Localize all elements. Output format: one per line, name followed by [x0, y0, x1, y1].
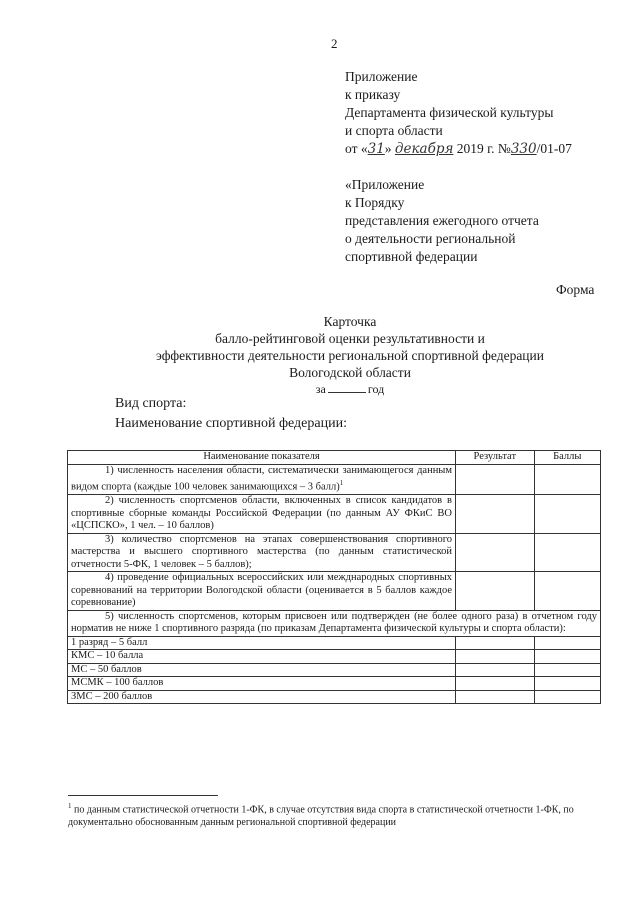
appendix-line: и спорта области	[345, 123, 443, 138]
title-line: балло-рейтинговой оценки результативности и	[215, 331, 485, 346]
table-header-row	[68, 451, 601, 465]
footnote-mark: 1	[68, 802, 72, 810]
result-cell[interactable]	[456, 677, 535, 691]
table-row	[68, 610, 601, 636]
indicator-cell: 2) численность спортсменов области, включенных в список кандидатов в спортивные сборные команды Российской Федерации (по данным АУ ФКиС ВО «ЦСПСКО», 1 чел. – 10 баллов)	[68, 495, 456, 534]
points-cell[interactable]	[534, 650, 600, 664]
indicator-cell-wide: 5) численность спортсменов, которым присвоен или подтвержден (не более одного раза) в отчетном году норматив не ниже 1 спортивного разряда (по приказам Департамента физической культуры и спорта области):	[68, 610, 601, 636]
result-cell[interactable]	[456, 572, 535, 611]
footnote-divider	[68, 795, 218, 796]
table-row	[68, 677, 601, 691]
table-row	[68, 572, 601, 611]
title-line: эффективности деятельности региональной спортивной федерации	[156, 348, 544, 363]
result-cell[interactable]	[456, 464, 535, 495]
appendix2-line: спортивной федерации	[345, 249, 478, 264]
footnote-text: по данным статистической отчетности 1-ФК, в случае отсутствия вида спорта в статистической отчетности 1-ФК, по документально обоснованным данным региональной спортивной федерации	[68, 804, 574, 829]
appendix-line: Приложение	[345, 69, 418, 84]
header-indicator: Наименование показателя	[68, 451, 456, 465]
points-cell[interactable]	[534, 636, 600, 650]
order-year: 2019 г. №	[456, 141, 511, 156]
result-cell[interactable]	[456, 690, 535, 704]
header-result: Результат	[456, 451, 535, 465]
appendix2-line: «Приложение	[345, 177, 425, 192]
order-from: от «	[345, 141, 368, 156]
year-suffix: год	[367, 382, 385, 396]
result-cell[interactable]	[456, 533, 535, 572]
table-row	[68, 650, 601, 664]
result-cell[interactable]	[456, 650, 535, 664]
result-cell[interactable]	[456, 663, 535, 677]
indicators-table	[67, 450, 601, 704]
order-suffix: /01-07	[536, 141, 572, 156]
form-label: Форма	[556, 282, 595, 297]
order-close-quote: »	[384, 141, 392, 156]
rank-cell: ЗМС – 200 баллов	[68, 690, 456, 704]
indicator-cell: 4) проведение официальных всероссийских или межднародных спортивных соревнований на территории Вологодской области (оценивается в 5 баллов каждое соревнование)	[68, 572, 456, 611]
header-points: Баллы	[534, 451, 600, 465]
rank-cell: КМС – 10 балла	[68, 650, 456, 664]
appendix2-line: о деятельности региональной	[345, 231, 516, 246]
points-cell[interactable]	[534, 533, 600, 572]
appendix-line: Департамента физической культуры	[345, 105, 554, 120]
points-cell[interactable]	[534, 464, 600, 495]
result-cell[interactable]	[456, 636, 535, 650]
page-number: 2	[331, 36, 338, 51]
sport-field-label: Вид спорта:	[115, 396, 187, 411]
appendix2-line: к Порядку	[345, 195, 405, 210]
order-date-line	[345, 140, 572, 158]
appendix2-line: представления ежегодного отчета	[345, 213, 539, 228]
result-cell[interactable]	[456, 495, 535, 534]
federation-field-label: Наименование спортивной федерации:	[115, 416, 347, 431]
points-cell[interactable]	[534, 572, 600, 611]
appendix-line: к приказу	[345, 87, 401, 102]
points-cell[interactable]	[534, 690, 600, 704]
order-number-handwritten: 330	[510, 141, 537, 157]
points-cell[interactable]	[534, 663, 600, 677]
footnote-ref: 1	[339, 479, 344, 487]
year-blank	[328, 381, 366, 393]
title-line: Карточка	[323, 314, 377, 329]
table-row	[68, 495, 601, 534]
indicator-text: 1) численность населения области, систематически занимающегося данным видом спорта (каждые 100 человек занимающихся – 3 балл)	[71, 464, 453, 493]
indicator-cell: 3) количество спортсменов на этапах совершенствования спортивного мастерства и высшего спортивного мастерства (по данным статистической отчетности 5-ФК, 1 человек – 5 баллов);	[68, 533, 456, 572]
year-prefix: за	[315, 382, 326, 396]
order-month-handwritten: декабря	[394, 141, 454, 157]
indicator-cell	[68, 464, 456, 495]
document-title	[60, 313, 640, 398]
table-row	[68, 690, 601, 704]
points-cell[interactable]	[534, 677, 600, 691]
footnote	[68, 800, 608, 829]
table-row	[68, 663, 601, 677]
rank-cell: МС – 50 баллов	[68, 663, 456, 677]
table-row	[68, 636, 601, 650]
rank-cell: 1 разряд – 5 балл	[68, 636, 456, 650]
table-row	[68, 464, 601, 495]
order-appendix-block	[345, 68, 572, 266]
title-line: Вологодской области	[289, 365, 411, 380]
rank-cell: МСМК – 100 баллов	[68, 677, 456, 691]
points-cell[interactable]	[534, 495, 600, 534]
order-day-handwritten: 31	[367, 141, 385, 157]
table-row	[68, 533, 601, 572]
